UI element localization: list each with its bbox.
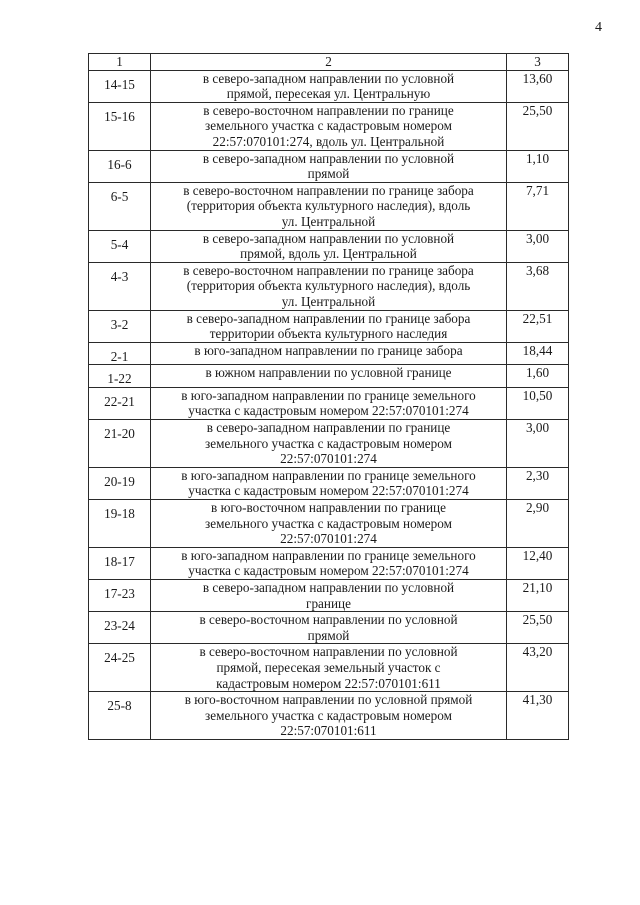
description-line: в северо-восточном направлении по границе забора [183, 262, 474, 278]
segment-cell: 5-4 [89, 230, 151, 262]
segment-cell: 24-25 [89, 644, 151, 692]
table-row [89, 262, 569, 310]
description-line: ул. Центральной [281, 293, 376, 309]
description-line: в северо-западном направлении по границе забора [186, 310, 471, 326]
segment-cell: 18-17 [89, 547, 151, 579]
distance-cell: 12,40 [507, 547, 569, 579]
description-cell [151, 547, 507, 579]
table-row [89, 342, 569, 365]
page-number: 4 [595, 20, 602, 35]
description-cell [151, 500, 507, 548]
description-line: в северо-западном направлении по границе [206, 420, 451, 436]
segment-cell: 16-6 [89, 150, 151, 182]
table-row [89, 580, 569, 612]
description-cell [151, 182, 507, 230]
distance-cell: 3,00 [507, 420, 569, 468]
description-line: в северо-западном направлении по условной [202, 70, 455, 86]
header-col-3: 3 [507, 54, 569, 71]
description-line: (территория объекта культурного наследия), вдоль [186, 198, 471, 214]
description-line: в юго-восточном направлении по границе [211, 500, 446, 516]
table-row [89, 150, 569, 182]
boundary-description-table [88, 53, 569, 740]
description-cell [151, 150, 507, 182]
description-line: в юго-западном направлении по границе земельного [181, 387, 476, 403]
distance-cell: 22,51 [507, 310, 569, 342]
description-cell [151, 420, 507, 468]
description-line: участка с кадастровым номером 22:57:070101:274 [188, 483, 469, 499]
segment-cell: 2-1 [89, 342, 151, 365]
segment-cell: 25-8 [89, 692, 151, 740]
distance-cell: 25,50 [507, 612, 569, 644]
description-line: в северо-западном направлении по условной [202, 230, 455, 246]
description-line: прямой, пересекая ул. Центральную [226, 86, 431, 102]
description-line: участка с кадастровым номером 22:57:070101:274 [188, 403, 469, 419]
segment-cell: 4-3 [89, 262, 151, 310]
distance-cell: 25,50 [507, 102, 569, 150]
distance-cell: 41,30 [507, 692, 569, 740]
table-row [89, 612, 569, 644]
description-line: в юго-западном направлении по границе земельного [181, 467, 476, 483]
table-row [89, 230, 569, 262]
segment-cell: 19-18 [89, 500, 151, 548]
description-cell [151, 310, 507, 342]
description-line: в юго-восточном направлении по условной прямой [184, 692, 473, 708]
segment-cell: 17-23 [89, 580, 151, 612]
description-cell [151, 580, 507, 612]
distance-cell: 3,00 [507, 230, 569, 262]
description-line: в северо-западном направлении по условной [202, 150, 455, 166]
table-row [89, 102, 569, 150]
header-col-1: 1 [89, 54, 151, 71]
description-cell [151, 70, 507, 102]
distance-cell: 1,10 [507, 150, 569, 182]
distance-cell: 43,20 [507, 644, 569, 692]
description-line: прямой [307, 627, 350, 643]
description-cell [151, 644, 507, 692]
description-line: в юго-западном направлении по границе земельного [181, 547, 476, 563]
description-cell [151, 342, 507, 365]
segment-cell: 22-21 [89, 387, 151, 419]
table-row [89, 70, 569, 102]
table-header-row [89, 54, 569, 71]
table-row [89, 420, 569, 468]
description-cell [151, 262, 507, 310]
table-row [89, 467, 569, 499]
table-row [89, 547, 569, 579]
segment-cell: 6-5 [89, 182, 151, 230]
description-line: в северо-восточном направлении по границе забора [183, 182, 474, 198]
description-line: 22:57:070101:611 [280, 723, 377, 739]
description-line: в северо-восточном направлении по условной [199, 644, 458, 660]
table-row [89, 644, 569, 692]
distance-cell: 10,50 [507, 387, 569, 419]
description-line: 22:57:070101:274, вдоль ул. Центральной [212, 133, 445, 149]
segment-cell: 20-19 [89, 467, 151, 499]
segment-cell: 1-22 [89, 365, 151, 388]
distance-cell: 2,30 [507, 467, 569, 499]
description-cell [151, 365, 507, 388]
description-cell [151, 230, 507, 262]
segment-cell: 21-20 [89, 420, 151, 468]
distance-cell: 13,60 [507, 70, 569, 102]
table-row [89, 387, 569, 419]
description-line: прямой [307, 166, 350, 182]
distance-cell: 18,44 [507, 342, 569, 365]
description-line: прямой, пересекая земельный участок с [216, 659, 441, 675]
segment-cell: 14-15 [89, 70, 151, 102]
distance-cell: 1,60 [507, 365, 569, 388]
description-line: в северо-восточном направлении по границе [203, 102, 454, 118]
description-line: земельного участка с кадастровым номером [205, 118, 452, 134]
description-line: ул. Центральной [281, 213, 376, 229]
description-line: в северо-западном направлении по условной [202, 580, 455, 595]
description-line: территории объекта культурного наследия [209, 326, 448, 342]
description-cell [151, 467, 507, 499]
table-row [89, 182, 569, 230]
description-line: в юго-западном направлении по границе забора [194, 342, 463, 358]
description-line: границе [306, 595, 351, 611]
distance-cell: 3,68 [507, 262, 569, 310]
description-line: в южном направлении по условной границе [205, 365, 452, 381]
description-line: 22:57:070101:274 [280, 451, 377, 467]
header-col-2: 2 [151, 54, 507, 71]
table-body [89, 54, 569, 740]
description-cell [151, 387, 507, 419]
description-cell [151, 692, 507, 740]
description-line: участка с кадастровым номером 22:57:070101:274 [188, 563, 469, 579]
description-line: прямой, вдоль ул. Центральной [240, 246, 417, 262]
table-row [89, 365, 569, 388]
table-row [89, 310, 569, 342]
distance-cell: 21,10 [507, 580, 569, 612]
distance-cell: 7,71 [507, 182, 569, 230]
distance-cell: 2,90 [507, 500, 569, 548]
description-line: земельного участка с кадастровым номером [205, 707, 452, 723]
table-row [89, 500, 569, 548]
description-cell [151, 612, 507, 644]
description-line: в северо-восточном направлении по условной [199, 612, 458, 628]
description-line: земельного участка с кадастровым номером [205, 515, 452, 531]
description-line: 22:57:070101:274 [280, 531, 377, 547]
segment-cell: 15-16 [89, 102, 151, 150]
segment-cell: 23-24 [89, 612, 151, 644]
description-cell [151, 102, 507, 150]
table-row [89, 692, 569, 740]
description-line: (территория объекта культурного наследия), вдоль [186, 278, 471, 294]
description-line: земельного участка с кадастровым номером [205, 435, 452, 451]
segment-cell: 3-2 [89, 310, 151, 342]
description-line: кадастровым номером 22:57:070101:611 [216, 675, 441, 691]
